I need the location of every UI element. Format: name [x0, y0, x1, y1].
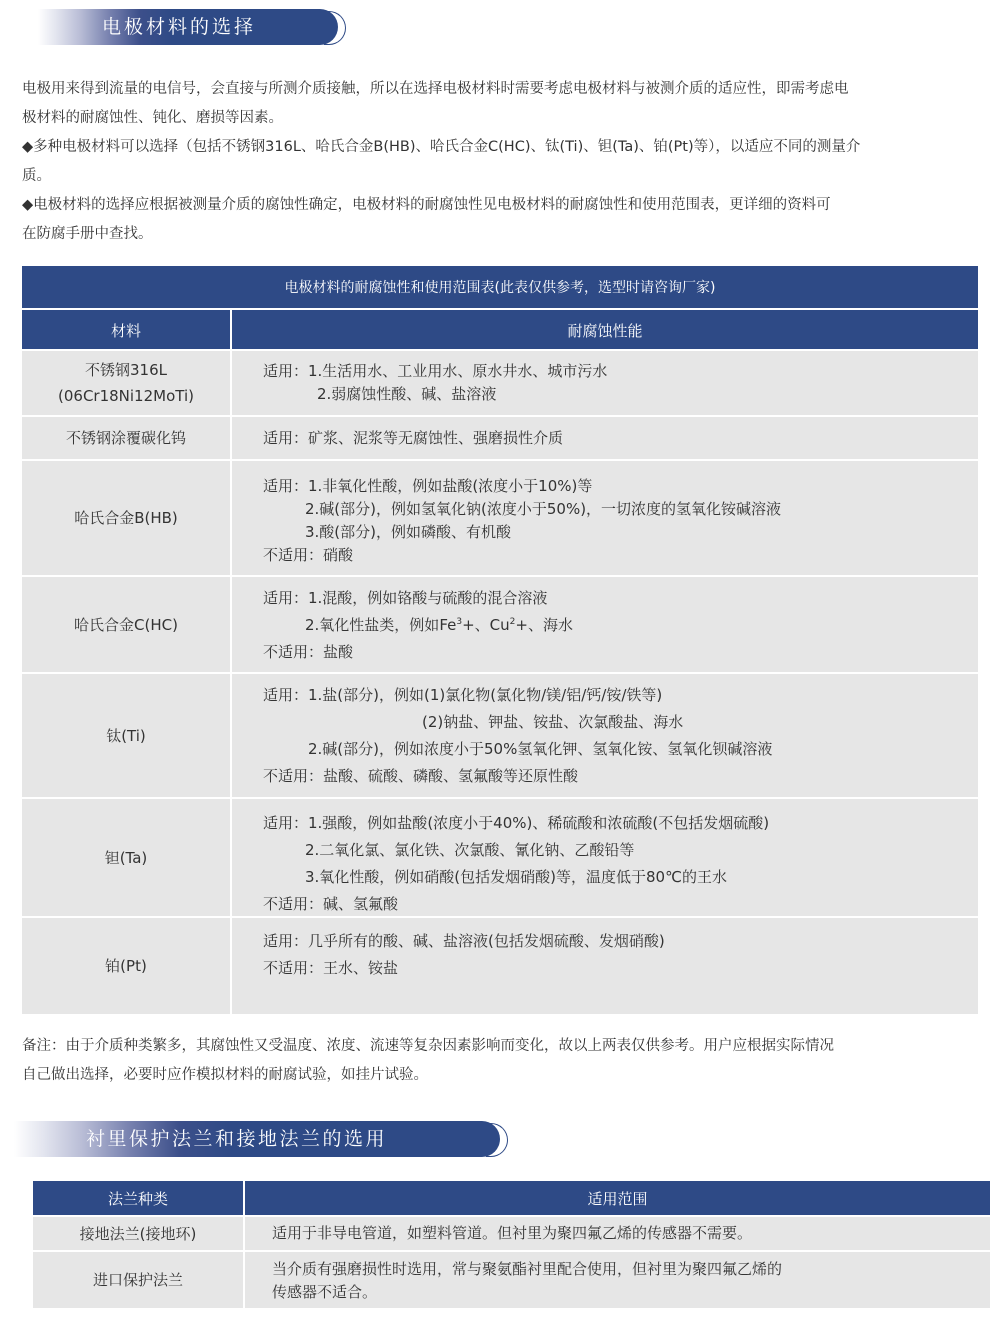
footnote [22, 1032, 988, 1090]
material-cell [22, 417, 230, 459]
application-cell [245, 1217, 990, 1250]
column-header-application: 适用范围 [245, 1181, 990, 1215]
performance-cell [232, 918, 978, 1014]
performance-line: 2.弱腐蚀性酸、碱、盐溶液 [317, 385, 497, 403]
footnote-line: 备注：由于介质种类繁多，其腐蚀性又受温度、浓度、流速等复杂因素影响而变化，故以上两表仅供参考。用户应根据实际情况 [22, 1038, 834, 1054]
column-header-flange-type: 法兰种类 [33, 1181, 243, 1215]
material-name: 钽(Ta) [104, 848, 148, 867]
performance-line: 不适用：碱、氢氟酸 [263, 895, 399, 913]
intro-line: ◆多种电极材料可以选择（包括不锈钢316L、哈氏合金B(HB)、哈氏合金C(HC)、钛(Ti)、钽(Ta)、铂(Pt)等），以适应不同的测量介 [22, 139, 861, 155]
column-header-material: 材料 [22, 310, 230, 349]
performance-line: 适用：1.混酸，例如铬酸与硫酸的混合溶液 [263, 589, 548, 607]
performance-line: 适用：几乎所有的酸、碱、盐溶液(包括发烟硫酸、发烟硝酸) [263, 932, 665, 950]
material-name: 哈氏合金B(HB) [74, 509, 178, 527]
intro-line: ◆电极材料的选择应根据被测量介质的腐蚀性确定，电极材料的耐腐蚀性见电极材料的耐腐蚀性和使用范围表，更详细的资料可 [22, 197, 831, 213]
performance-line: 2.氧化性盐类，例如$Fe^3+$、$Cu^2+$、海水 [305, 616, 573, 634]
intro-line: 质。 [22, 168, 51, 184]
column-header-performance: 耐腐蚀性能 [232, 310, 978, 349]
intro-line: 电极用来得到流量的电信号，会直接与所测介质接触，所以在选择电极材料时需要考虑电极材料与被测介质的适应性，即需考虑电 [22, 81, 849, 97]
performance-line: 不适用：硝酸 [263, 546, 354, 564]
material-grade: (06Cr18Ni12MoTi) [58, 387, 194, 405]
intro-text [22, 75, 988, 249]
application-line: 适用于非导电管道，如塑料管道。但衬里为聚四氟乙烯的传感器不需要。 [272, 1224, 753, 1242]
performance-line: (2)钠盐、钾盐、铵盐、次氯酸盐、海水 [422, 713, 684, 731]
performance-cell [232, 577, 978, 672]
application-line: 当介质有强磨损性时选用，常与聚氨酯衬里配合使用，但衬里为聚四氟乙烯的 [272, 1260, 783, 1278]
performance-line: 适用：矿浆、泥浆等无腐蚀性、强磨损性介质 [263, 429, 564, 447]
application-cell [245, 1252, 990, 1308]
performance-cell [232, 461, 978, 575]
performance-line: 2.碱(部分)，例如氢氧化钠(浓度小于50%)，一切浓度的氢氧化铵碱溶液 [305, 500, 782, 518]
flange-type: 进口保护法兰 [92, 1271, 183, 1289]
material-name: 铂(Pt) [105, 957, 147, 975]
section-title: 电极材料的选择 [102, 16, 257, 38]
section-title: 衬里保护法兰和接地法兰的选用 [86, 1128, 388, 1150]
material-cell [22, 461, 230, 575]
material-cell [22, 351, 230, 415]
material-cell [22, 799, 230, 916]
material-cell [22, 674, 230, 797]
performance-line: 适用：1.非氧化性酸，例如盐酸(浓度小于10%)等 [263, 477, 593, 495]
performance-line: 3.氧化性酸，例如硝酸(包括发烟硝酸)等，温度低于80℃的王水 [305, 868, 727, 886]
table-caption: 电极材料的耐腐蚀性和使用范围表(此表仅供参考，选型时请咨询厂家) [22, 266, 978, 308]
performance-line: 适用：1.生活用水、工业用水、原水井水、城市污水 [263, 362, 608, 380]
intro-line: 极材料的耐腐蚀性、钝化、磨损等因素。 [22, 110, 283, 126]
section-banner-electrode-material [38, 9, 346, 45]
material-name: 不锈钢316L [84, 361, 167, 379]
flange-type: 接地法兰(接地环) [79, 1224, 197, 1243]
performance-line: 2.碱(部分)，例如浓度小于50%氢氧化钾、氢氧化铵、氢氧化钡碱溶液 [308, 740, 773, 758]
material-cell [22, 577, 230, 672]
flange-type-cell [33, 1252, 243, 1308]
performance-cell [232, 674, 978, 797]
banner-arc-decoration [486, 1123, 508, 1157]
performance-cell [232, 417, 978, 459]
performance-cell [232, 799, 978, 916]
flange-type-cell [33, 1217, 243, 1250]
performance-cell [232, 351, 978, 415]
performance-line: 适用：1.强酸，例如盐酸(浓度小于40%)、稀硫酸和浓硫酸(不包括发烟硫酸) [263, 814, 770, 832]
performance-line: 3.酸(部分)，例如磷酸、有机酸 [305, 523, 512, 541]
footnote-line: 自己做出选择，必要时应作模拟材料的耐腐试验，如挂片试验。 [22, 1067, 428, 1083]
performance-line: 2.二氧化氯、氯化铁、次氯酸、氰化钠、乙酸铅等 [305, 841, 635, 859]
material-name: 钛(Ti) [106, 726, 146, 745]
performance-line: 不适用：盐酸、硫酸、磷酸、氢氟酸等还原性酸 [263, 767, 579, 785]
material-name: 不锈钢涂覆碳化钨 [65, 429, 186, 447]
intro-line: 在防腐手册中查找。 [22, 226, 153, 242]
performance-line: 不适用：王水、铵盐 [263, 959, 399, 977]
material-cell [22, 918, 230, 1014]
banner-arc-decoration [324, 11, 346, 45]
performance-line: 适用：1.盐(部分)，例如(1)氯化物(氯化物/镁/铝/钙/铵/铁等) [263, 686, 663, 704]
material-name: 哈氏合金C(HC) [74, 615, 178, 634]
application-line: 传感器不适合。 [272, 1283, 378, 1301]
section-banner-flange-selection [14, 1121, 508, 1157]
performance-line: 不适用：盐酸 [263, 643, 354, 661]
